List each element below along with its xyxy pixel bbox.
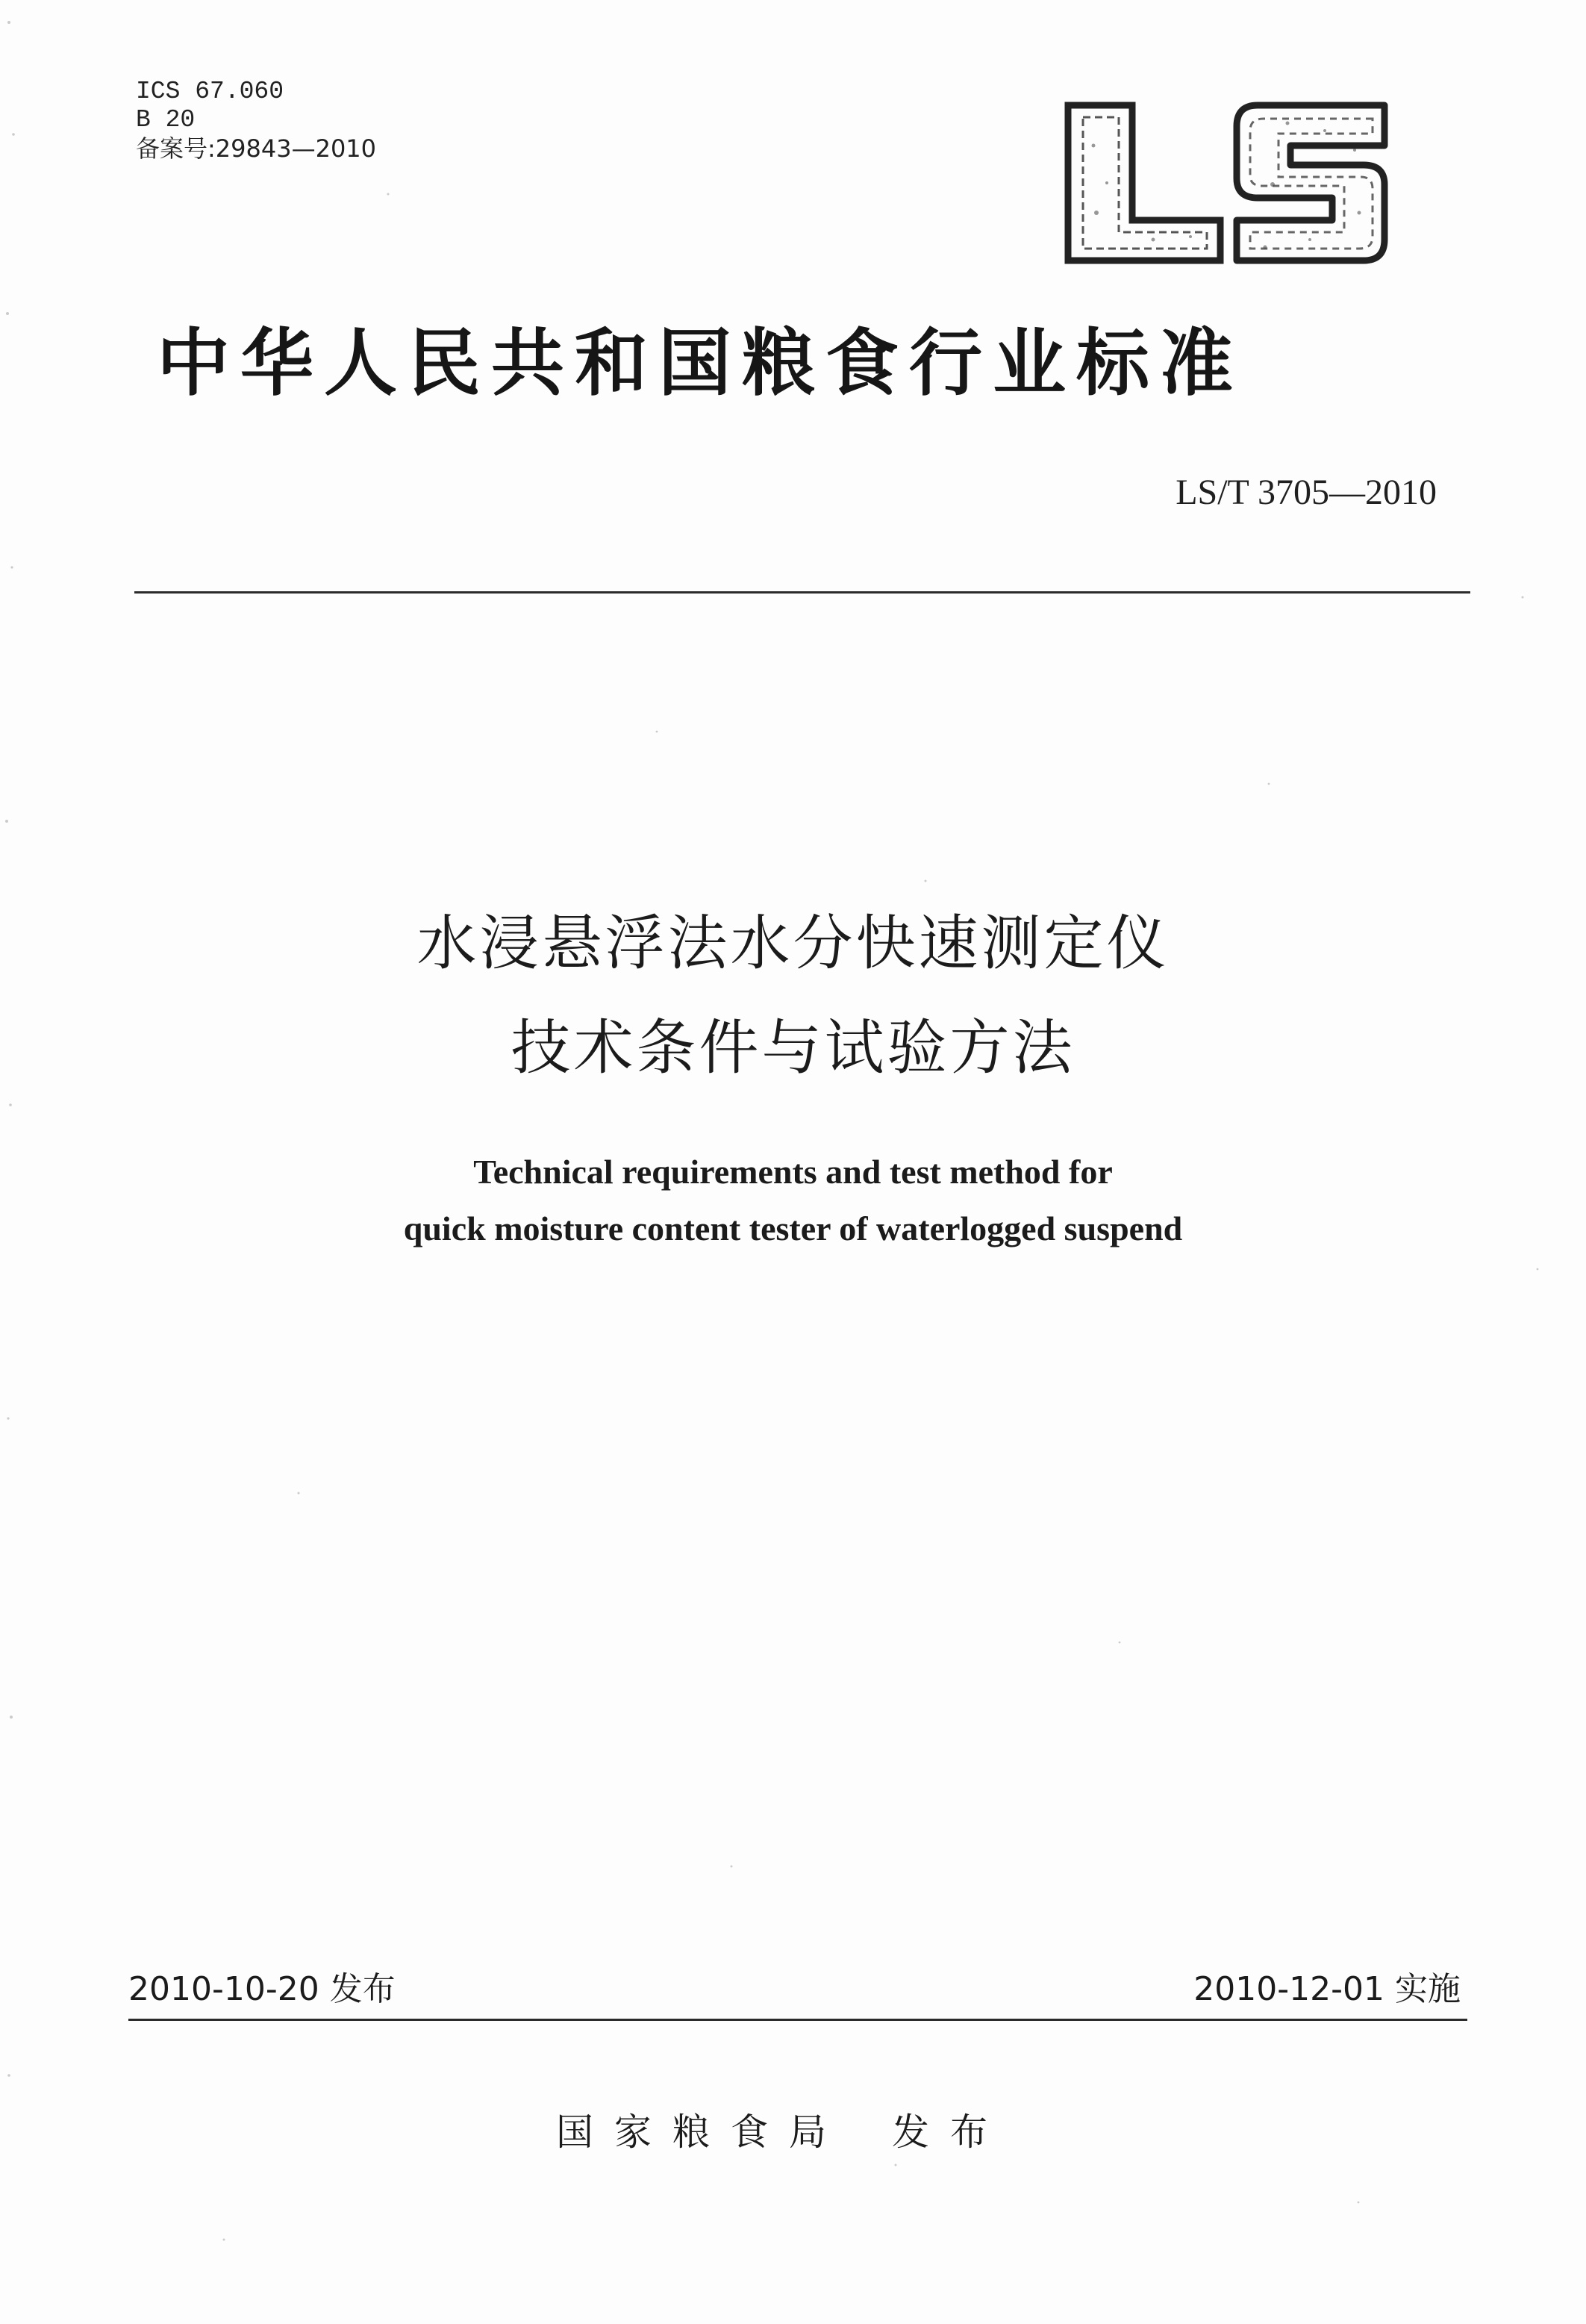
header-divider [134,591,1470,594]
standard-code: LS/T 3705—2010 [1176,473,1437,512]
title-chinese-line-2: 技术条件与试验方法 [511,1013,1075,1082]
record-number: 备案号:29843—2010 [136,134,377,163]
title-english-line-1: Technical requirements and test method for [473,1153,1113,1191]
ls-logo-letter-l [1068,105,1220,261]
issue-date: 2010-10-20 发布 [128,1970,396,2008]
title-chinese-line-1: 水浸悬浮法水分快速测定仪 [416,909,1170,978]
publisher-action: 发布 [892,2110,1008,2154]
classification-block [136,78,376,163]
footer-divider [128,2019,1467,2021]
title-english-line-2: quick moisture content tester of waterlogged suspend [403,1209,1183,1247]
ls-logo-letter-s [1237,105,1384,261]
publisher-org: 国家粮食局 [556,2110,847,2154]
ccs-code: B 20 [136,106,196,134]
ls-logo [1064,101,1392,267]
effective-date: 2010-12-01 实施 [1193,1970,1461,2008]
standard-body-title: 中华人民共和国粮食行业标准 [157,321,1244,406]
ics-code: ICS 67.060 [136,78,284,105]
publisher-line [556,2102,1008,2156]
